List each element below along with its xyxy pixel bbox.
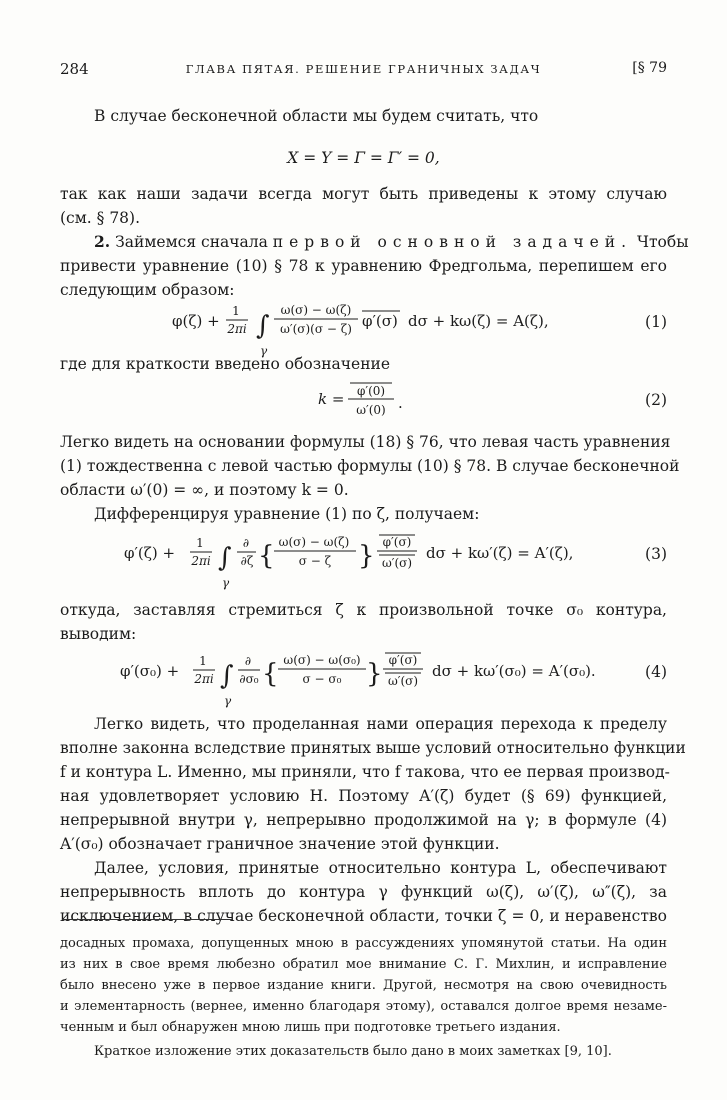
integral-sign: ∫ [218, 543, 232, 573]
equation-1 [60, 300, 667, 360]
eq1-lhs: φ(ζ) + [172, 312, 220, 330]
footnote-line: ченным и был обнаружен мною лишь при подготовке третьего издания. [60, 1020, 561, 1035]
para-line: Далее, условия, принятые относительно контура L, обеспечивают [94, 859, 667, 877]
para-line: Легко видеть на основании формулы (18) § 76, что левая часть уравнения [60, 433, 671, 451]
eq3-d-num: ∂ [242, 536, 250, 550]
page-number: 284 [60, 60, 89, 78]
eq3-label: (3) [645, 545, 667, 563]
eq1-conj: φ′(σ) [362, 312, 398, 330]
eq4-frac-den: 2πi [194, 672, 214, 686]
equation-2 [60, 378, 667, 422]
eq1-label: (1) [645, 313, 667, 331]
eq4-label: (4) [645, 663, 667, 681]
eq2-den: ω′(0) [356, 403, 386, 417]
eq3-inner-den: σ − ζ [298, 554, 332, 568]
eq4-d-num: ∂ [244, 654, 252, 668]
intro-line-1: В случае бесконечной области мы будем считать, что [94, 107, 539, 125]
eq1-gamma: γ [260, 344, 268, 358]
item-2-line-2: привести уравнение (10) § 78 к уравнению Фредгольма, перепишем его [60, 257, 667, 275]
para-line: непрерывность вплоть до контура γ функций ω(ζ), ω′(ζ), ω″(ζ), за [60, 883, 667, 901]
footnote-line: досадных промаха, допущенных мною в рассуждениях упомянутой статьи. На один [60, 936, 667, 951]
eq4-rest: dσ + kω′(σ₀) = A′(σ₀). [432, 662, 596, 680]
footnote-rule [62, 919, 232, 920]
chapter-title: ГЛАВА ПЯТАЯ. РЕШЕНИЕ ГРАНИЧНЫХ ЗАДАЧ [185, 62, 542, 76]
eq3-inner-num: ω(σ) − ω(ζ) [278, 535, 350, 549]
equation-4 [60, 648, 667, 708]
item-spaced-title: первой основной задачей. [272, 233, 633, 251]
equation-3 [60, 530, 667, 590]
integral-sign: ∫ [256, 311, 270, 341]
para-line: исключением, в случае бесконечной области, точки ζ = 0, и неравенство [60, 907, 667, 925]
left-brace: { [262, 659, 279, 689]
eq4-outer-num: φ′(σ) [388, 653, 418, 667]
eq4-lhs: φ′(σ₀) + [120, 662, 180, 680]
running-header [60, 60, 667, 84]
eq4-gamma: γ [224, 694, 232, 708]
eq4-inner-den: σ − σ₀ [302, 672, 342, 686]
integral-sign: ∫ [220, 661, 234, 691]
para-diff: Дифференцируя уравнение (1) по ζ, получаем: [94, 505, 480, 523]
text-after-eq1: где для краткости введено обозначение [60, 355, 391, 373]
eq2-tail: . [398, 394, 403, 412]
para-line: непрерывной внутри γ, непрерывно продолжимой на γ; в формуле (4) [60, 811, 667, 829]
item-2-line-3: следующим образом: [60, 281, 235, 299]
eq4-inner-num: ω(σ) − ω(σ₀) [283, 653, 361, 667]
intro-line-2: так как наши задачи всегда могут быть приведены к этому случаю [60, 185, 667, 203]
item-number: 2. [94, 232, 111, 251]
item-2-line-1 [60, 230, 689, 254]
eq4-d-den: ∂σ₀ [239, 672, 259, 686]
para-line: области ω′(0) = ∞, и поэтому k = 0. [60, 481, 349, 499]
item-lead: Займемся сначала [115, 233, 268, 251]
eq1-frac-den: 2πi [227, 322, 247, 336]
section-marker: [§ 79 [632, 60, 667, 76]
intro-line-3: (см. § 78). [60, 209, 141, 227]
left-brace: { [258, 541, 275, 571]
para-line: A′(σ₀) обозначает граничное значение этой функции. [60, 835, 500, 853]
eq2-num: φ′(0) [356, 384, 386, 398]
eq2-lhs: k = [318, 390, 345, 408]
eq3-outer-den: ω′(σ) [381, 556, 413, 570]
footnote-line: было внесено уже в первое издание книги. Другой, несмотря на свою очевидность [60, 978, 667, 993]
eq3-gamma: γ [222, 576, 230, 590]
para-line: выводим: [60, 625, 137, 643]
right-brace: } [366, 659, 383, 689]
eq2-label: (2) [645, 391, 667, 409]
para-line: откуда, заставляя стремиться ζ к произвольной точке σ₀ контура, [60, 601, 667, 619]
eq1-kernel-den: ω′(σ)(σ − ζ) [280, 322, 352, 336]
eq4-frac-num: 1 [199, 654, 207, 668]
eq1-rest: dσ + kω(ζ) = A(ζ), [408, 312, 549, 330]
para-line: Легко видеть, что проделанная нами операция перехода к пределу [94, 715, 667, 733]
intro-formula: X = Y = Γ = Γ′ = 0, [287, 149, 440, 167]
eq3-frac-num: 1 [196, 536, 204, 550]
footnote-line: и элементарность (вернее, именно благодаря этому), оставался долгое время незаме- [60, 999, 667, 1014]
para-line: ная удовлетворяет условию H. Поэтому A′(ζ) будет (§ 69) функцией, [60, 787, 667, 805]
right-brace: } [358, 541, 375, 571]
eq3-outer-num: φ′(σ) [382, 535, 412, 549]
item-lead-end: Чтобы [636, 233, 689, 251]
para-line: вполне законна вследствие принятых выше условий относительно функции [60, 739, 686, 757]
eq1-frac-num: 1 [232, 304, 240, 318]
para-line: (1) тождественна с левой частью формулы (10) § 78. В случае бесконечной [60, 457, 680, 475]
para-line: f и контура L. Именно, мы приняли, что f такова, что ее первая производ- [60, 763, 670, 781]
footnote-line: Краткое изложение этих доказательств было дано в моих заметках [9, 10]. [94, 1044, 612, 1059]
eq1-kernel-num: ω(σ) − ω(ζ) [280, 303, 352, 317]
eq3-frac-den: 2πi [191, 554, 211, 568]
eq3-lhs: φ′(ζ) + [124, 544, 176, 562]
eq3-rest: dσ + kω′(ζ) = A′(ζ), [426, 544, 574, 562]
eq3-d-den: ∂ζ [240, 554, 254, 568]
footnote-line: из них в свое время любезно обратил мое внимание С. Г. Михлин, и исправление [60, 957, 667, 972]
eq4-outer-den: ω′(σ) [387, 674, 419, 688]
